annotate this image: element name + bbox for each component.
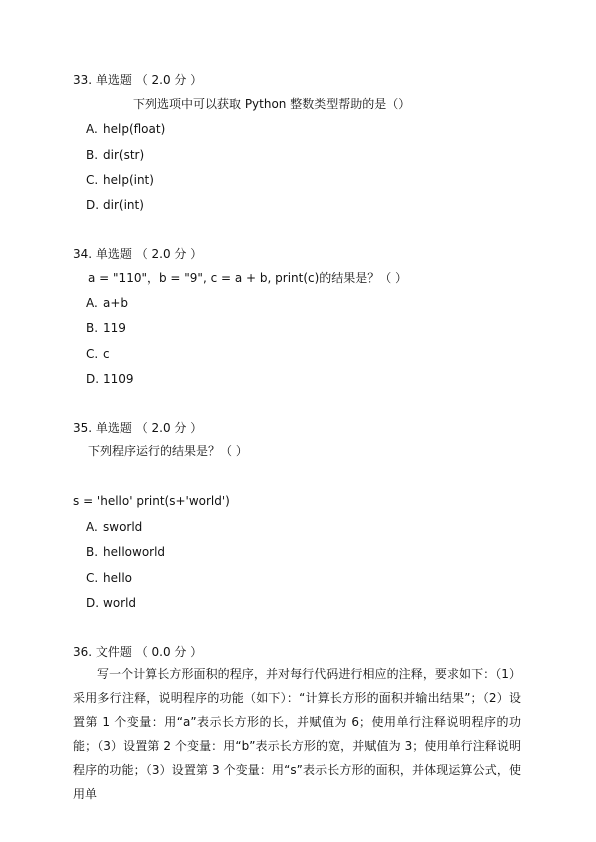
question-34-header: 34. 单选题 （ 2.0 分 ） [73,247,203,261]
option-text: world [103,596,137,610]
option-text: 119 [103,321,126,335]
option-text: hello [103,571,132,585]
option-text: c [103,347,110,361]
question-33-option-c[interactable] [86,173,154,187]
option-label: A. [86,122,98,136]
option-text: help(int) [103,173,154,187]
option-label: B. [86,148,99,162]
question-35-option-d[interactable] [86,596,136,610]
question-33-stem: 下列选项中可以获取 Python 整数类型帮助的是（） [133,97,411,111]
question-35-option-b[interactable] [86,545,165,559]
question-34-option-a[interactable] [86,296,128,310]
option-text: sworld [103,520,143,534]
question-34-option-b[interactable] [86,321,126,335]
option-label: C. [86,347,99,361]
option-label: A. [86,520,98,534]
option-label: C. [86,173,99,187]
option-label: D. [86,372,100,386]
option-label: B. [86,321,99,335]
question-35-option-c[interactable] [86,571,132,585]
question-36-body-text: 写一个计算长方形面积的程序，并对每行代码进行相应的注释，要求如下：（1）采用多行注释，说明程序的功能（如下）：“计算长方形的面积并输出结果”；（2）设置第 1 个变量：用“a”表示长方形的长，并赋值为 6；使用单行注释说明程序的功能；（3）设置第 2 个变量：用“b”表示长方形的宽，并赋值为 3；使用单行注释说明程序的功能；（3）设置第 3 个变量：用“s”表示长方形的面积，并体现运算公式，使用单 [73,667,521,801]
question-36-header: 36. 文件题 （ 0.0 分 ） [73,645,203,659]
option-label: B. [86,545,99,559]
option-text: helloworld [103,545,166,559]
question-35-option-a[interactable] [86,520,142,534]
option-text: help(float) [103,122,166,136]
question-34-stem: a = "110"，b = "9", c = a + b, print(c)的结果是？（ ） [88,271,408,285]
option-text: dir(int) [103,198,144,212]
question-33-option-d[interactable] [86,198,144,212]
option-label: C. [86,571,99,585]
question-35-stem: 下列程序运行的结果是？（ ） [88,444,248,458]
question-33-header: 33. 单选题 （ 2.0 分 ） [73,73,203,87]
question-33-option-b[interactable] [86,148,144,162]
question-34-option-c[interactable] [86,347,110,361]
question-33-option-a[interactable] [86,122,165,136]
question-35-header: 35. 单选题 （ 2.0 分 ） [73,421,203,435]
question-35-code: s = 'hello' print(s+'world') [73,494,230,508]
option-text: 1109 [103,372,134,386]
option-text: a+b [103,296,129,310]
question-34-option-d[interactable] [86,372,134,386]
question-36-body [73,662,521,806]
option-text: dir(str) [103,148,145,162]
option-label: D. [86,198,100,212]
option-label: A. [86,296,98,310]
option-label: D. [86,596,100,610]
